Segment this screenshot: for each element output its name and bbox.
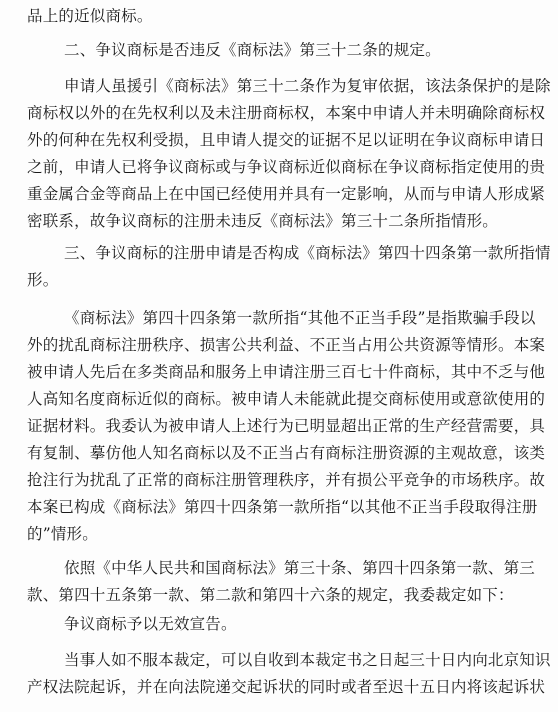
text-line: 的”情形。 [27,525,98,543]
text-line: 《商标法》第四十四条第一款所指“其他不正当手段”是指欺骗手段以 [64,309,536,327]
text-line: 外的扰乱商标注册秩序、损害公共利益、不正当占用公共资源等情形。本案 [27,336,546,354]
text-line: 有复制、摹仿他人知名商标以及不正当占有商标注册资源的主观故意，该类 [27,444,546,462]
text-line: 依照《中华人民共和国商标法》第三十条、第四十四条第一款、第三 [64,559,536,577]
text-line: 之前，申请人已将争议商标或与争议商标近似商标在争议商标指定使用的贵 [27,158,546,176]
section-heading-2: 二、争议商标是否违反《商标法》第三十二条的规定。 [64,41,441,59]
text-line: 商标权以外的在先权利以及未注册商标权，本案中申请人并未明确除商标权 [27,104,546,122]
section-heading-3-cont: 形。 [27,271,59,289]
section-heading-3: 三、争议商标的注册申请是否构成《商标法》第四十四条第一款所指情 [64,244,551,262]
text-line: 被申请人先后在多类商品和服务上申请注册三百七十件商标，其中不乏与他 [27,363,546,381]
text-line: 重金属合金等商品上在中国已经使用并具有一定影响，从而与申请人形成紧 [27,185,546,203]
text-line: 密联系，故争议商标的注册未违反《商标法》第三十二条所指情形。 [27,212,499,230]
text-line: 产权法院起诉，并在向法院递交起诉状的同时或者至迟十五日内将该起诉状 [27,678,546,696]
text-line: 证据材料。我委认为被申请人上述行为已明显超出正常的生产经营需要，具 [27,417,546,435]
ruling-line: 争议商标予以无效宣告。 [64,615,237,633]
text-line: 抢注行为扰乱了正常的商标注册管理秩序，并有损公平竞争的市场秩序。故 [27,471,546,489]
text-line: 外的何种在先权利受损，且申请人提交的证据不足以证明在争议商标申请日 [27,131,546,149]
text-line: 款、第四十五条第一款、第二款和第四十六条的规定，我委裁定如下： [27,586,514,604]
text-line: 本案已构成《商标法》第四十四条第一款所指“以其他不正当手段取得注册 [27,498,538,516]
text-line: 当事人如不服本裁定，可以自收到本裁定书之日起三十日内向北京知识 [64,651,551,669]
text-line: 人高知名度商标近似的商标。被申请人未能就此提交商标使用或意欲使用的 [27,390,546,408]
text-line: 申请人虽援引《商标法》第三十二条作为复审依据，该法条保护的是除 [64,77,551,95]
text-line: 品上的近似商标。 [27,7,153,25]
